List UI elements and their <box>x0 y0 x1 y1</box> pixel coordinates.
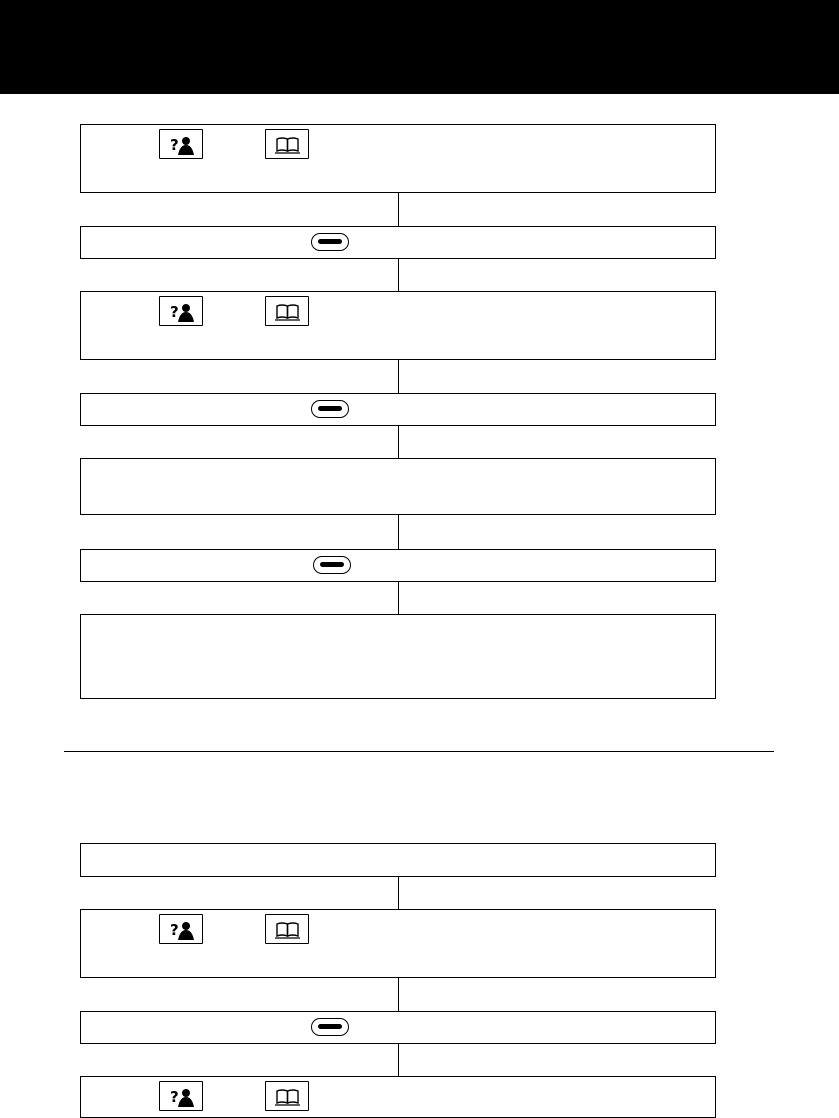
contact-key-icon <box>159 914 203 944</box>
flow-step-box <box>80 458 716 515</box>
flow-connector <box>398 426 399 458</box>
flow-connector <box>398 360 399 393</box>
flow-connector <box>398 1044 399 1076</box>
select-button-icon <box>311 400 349 418</box>
contact-key-icon <box>159 296 203 326</box>
flow-connector <box>398 978 399 1011</box>
flow-step-box <box>80 909 716 978</box>
flow-step-box <box>80 1076 716 1118</box>
flow-step-box <box>80 843 716 877</box>
page-header-bar <box>0 0 839 94</box>
phonebook-key-icon <box>265 914 309 944</box>
flow-connector <box>398 259 399 291</box>
flow-step-box <box>80 291 716 360</box>
flow-step-box <box>80 393 716 426</box>
svg-text:?: ? <box>170 303 179 321</box>
flow-step-box <box>80 549 716 582</box>
flow-step-box <box>80 1011 716 1044</box>
section-divider <box>64 751 774 752</box>
svg-text:?: ? <box>170 1088 179 1106</box>
flow-step-box <box>80 226 716 259</box>
flow-connector <box>398 515 399 549</box>
select-button-icon <box>311 233 349 251</box>
flow-step-box <box>80 124 716 193</box>
svg-text:?: ? <box>170 921 179 939</box>
flow-connector <box>398 877 399 909</box>
select-button-icon <box>313 556 351 574</box>
phonebook-key-icon <box>265 296 309 326</box>
svg-text:?: ? <box>170 136 179 154</box>
phonebook-key-icon <box>265 1081 309 1111</box>
flow-connector <box>398 193 399 226</box>
contact-key-icon <box>159 129 203 159</box>
phonebook-key-icon <box>265 129 309 159</box>
flow-connector <box>398 582 399 614</box>
contact-key-icon <box>159 1081 203 1111</box>
select-button-icon <box>311 1018 349 1036</box>
flow-step-box <box>80 614 716 699</box>
